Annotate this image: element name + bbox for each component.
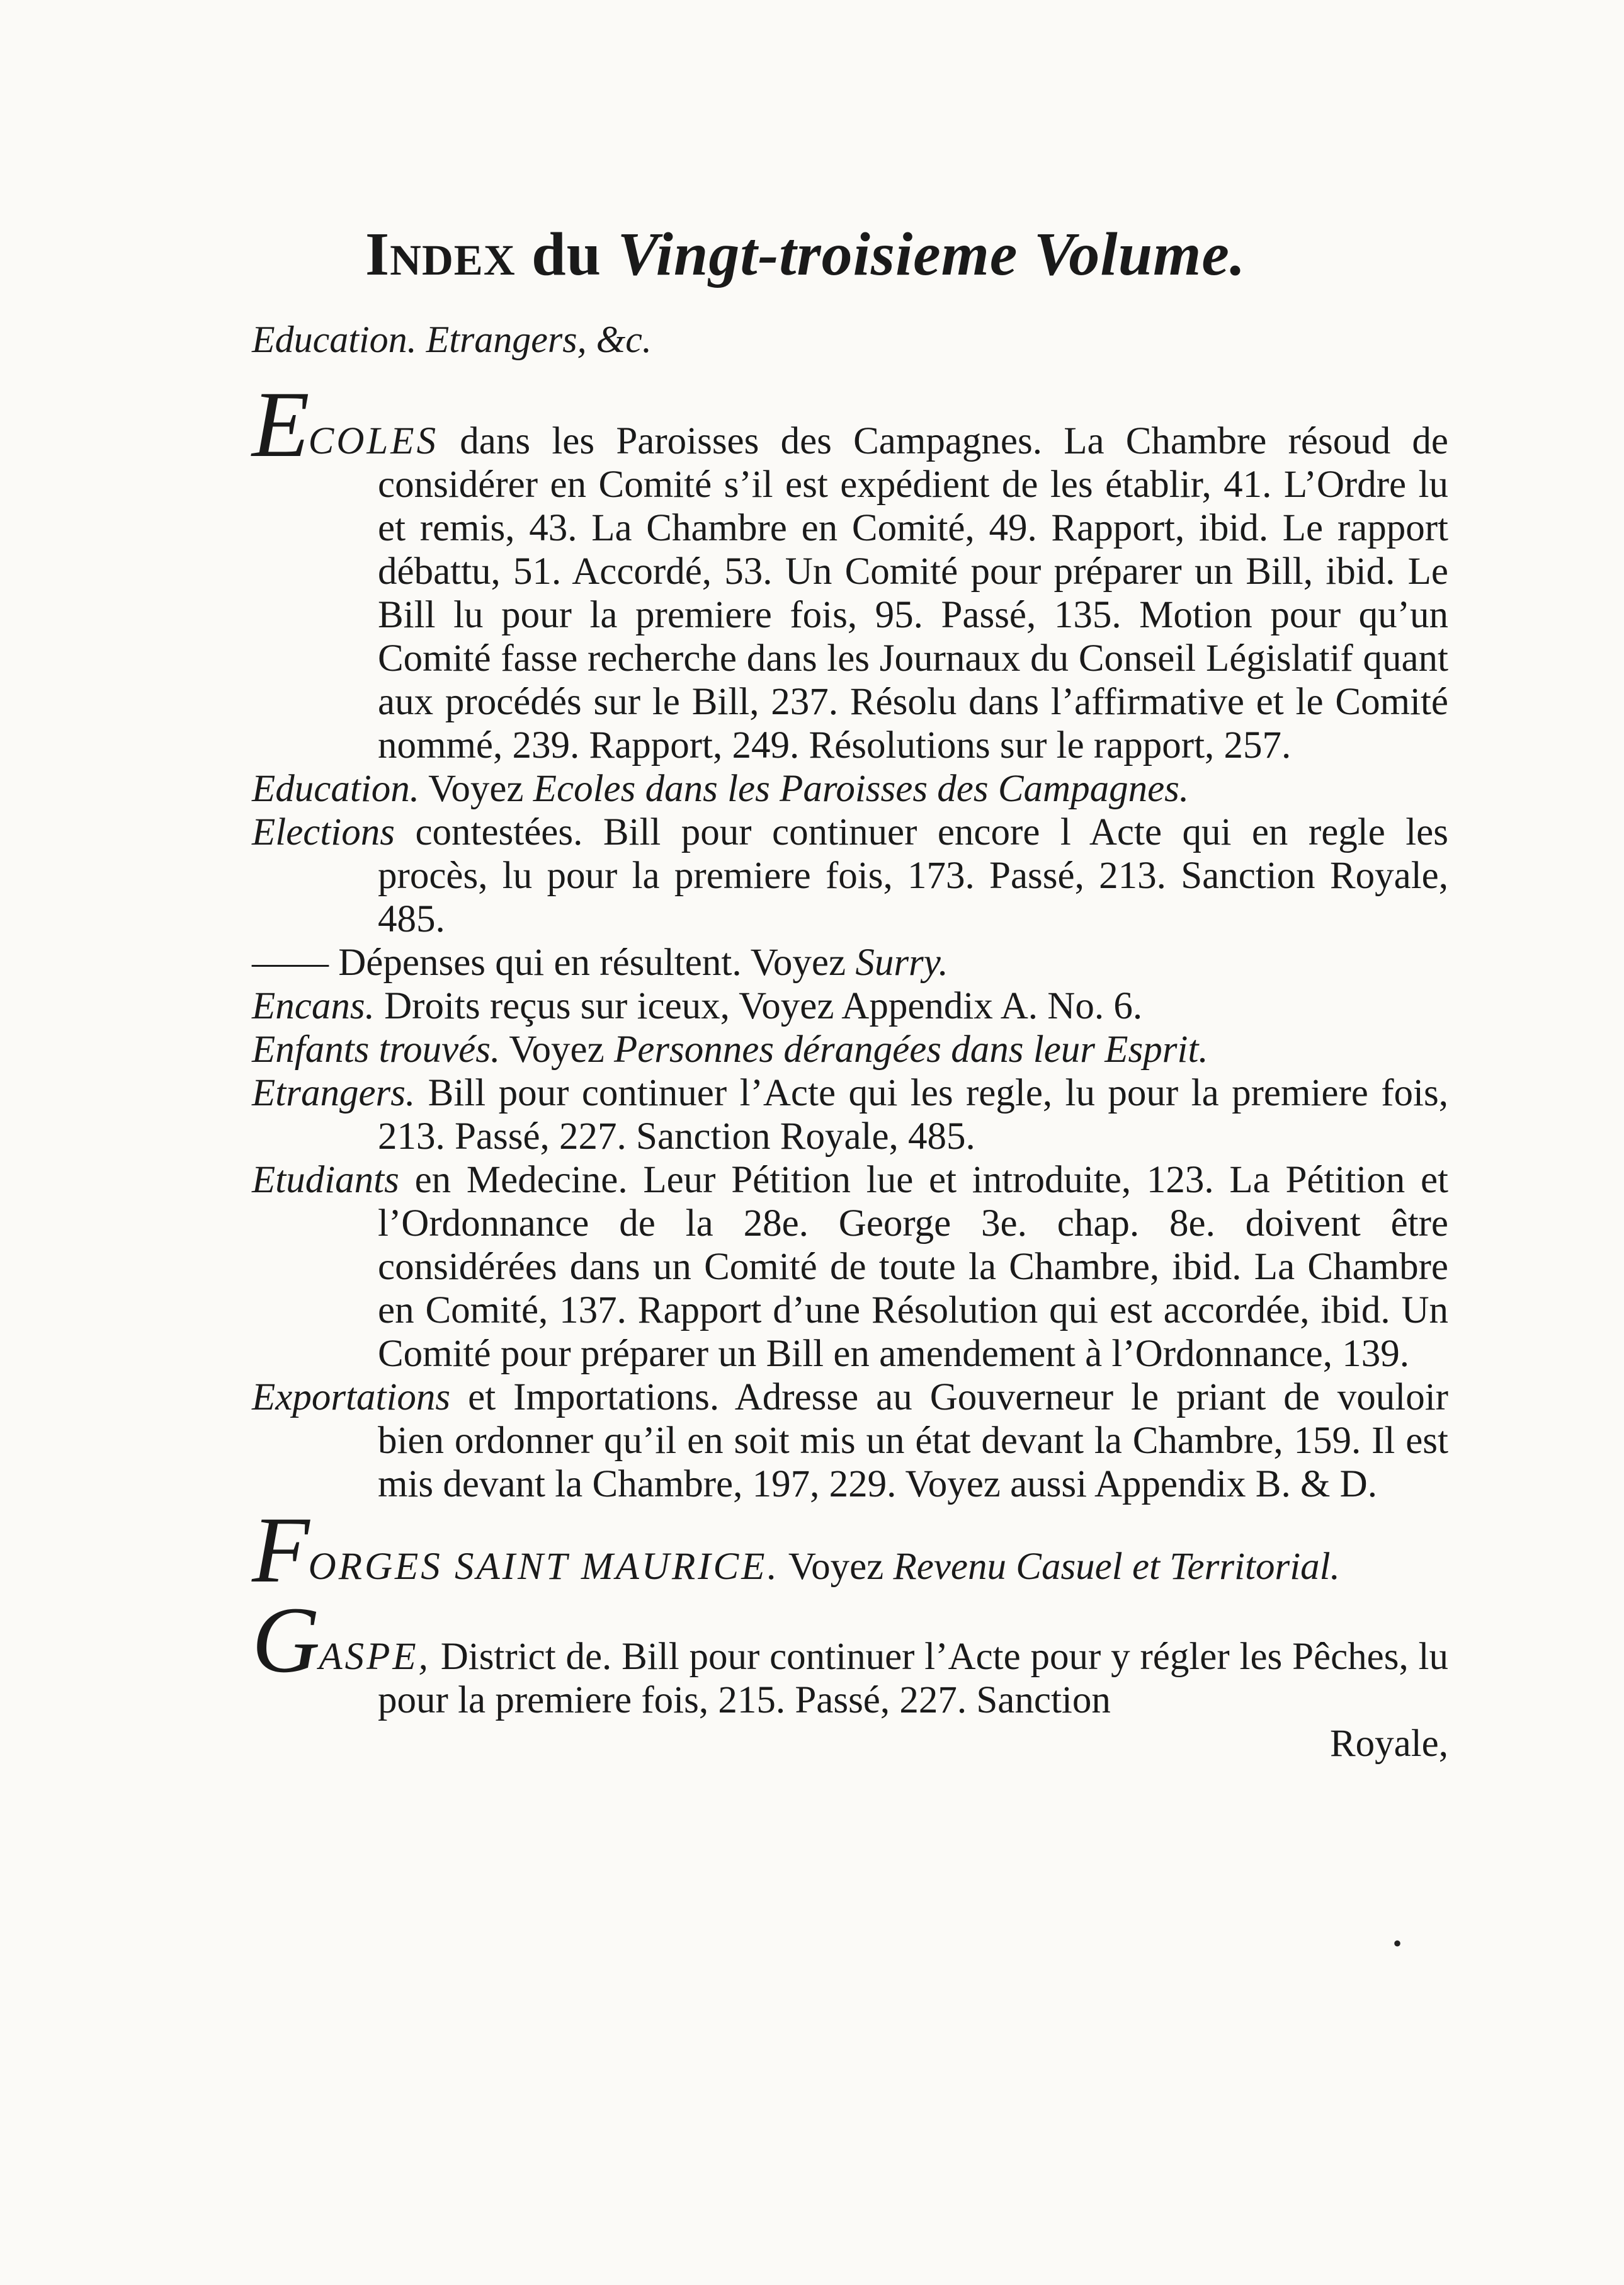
index-entry-etudiants	[252, 1158, 1448, 1376]
section-heading: Education. Etrangers, &c.	[252, 319, 652, 360]
entry-cross-reference: Surry.	[855, 942, 948, 984]
entry-heading: Etudiants	[252, 1159, 399, 1201]
entry-text: dans les Paroisses des Campagnes. La Chambre résoud de considérer en Comité s’il est expédient de les établir, 41. L’Ordre lu et remis, 43. La Chambre en Comité, 49. Rapport, ibid. Le rapport débattu, 51. Accordé, 53. Un Comité pour préparer un Bill, ibid. Le Bill lu pour la premiere fois, 95. Passé, 135. Motion pour qu’un Comité fasse recherche dans les Journaux du Conseil Législatif quant aux procédés sur le Bill, 237. Résolu dans l’affirmative et le Comité nommé, 239. Rapport, 249. Résolutions sur le rapport, 257.	[378, 420, 1448, 766]
index-entry-education	[252, 767, 1448, 811]
entry-heading: Exportations	[252, 1376, 451, 1418]
entry-heading: COLES	[308, 420, 439, 462]
index-entry-forges	[252, 1498, 1448, 1602]
title-volume-words: Vingt-troisieme Volume.	[617, 220, 1246, 288]
entry-text: Voyez	[779, 1546, 894, 1588]
index-entries	[252, 372, 1448, 1765]
entry-dash: ——	[252, 942, 329, 984]
entry-text: contestées. Bill pour continuer encore l Acte qui en regle les procès, lu pour la premiere fois, 173. Passé, 213. Sanction Royale, 485.	[378, 811, 1448, 940]
entry-text: Droits reçus sur iceux, Voyez Appendix A. No. 6.	[374, 985, 1143, 1027]
title-du-word: du	[515, 220, 618, 288]
drop-cap: E	[252, 372, 309, 477]
entry-heading: Elections	[252, 811, 395, 853]
entry-cross-reference: Revenu Casuel et Territorial.	[893, 1546, 1340, 1588]
index-entry-elections	[252, 811, 1448, 941]
entry-text: District de. Bill pour continuer l’Acte pour y régler les Pêches, lu pour la premiere fois, 215. Passé, 227. Sanction	[378, 1636, 1448, 1721]
entry-text: Dépenses qui en résultent. Voyez	[329, 942, 856, 984]
entry-text: Voyez	[419, 768, 533, 810]
index-entry-exportations	[252, 1376, 1448, 1506]
entry-cross-reference: Ecoles dans les Paroisses des Campagnes.	[533, 768, 1190, 810]
index-entry-enfants-trouves	[252, 1028, 1448, 1071]
entry-text: Bill pour continuer l’Acte qui les regle, lu pour la premiere fois, 213. Passé, 227. Sanction Royale, 485.	[378, 1072, 1448, 1158]
index-entry-etrangers	[252, 1071, 1448, 1158]
entry-heading: ASPE,	[319, 1636, 431, 1678]
entry-text: Voyez	[500, 1029, 614, 1071]
entry-text: en Medecine. Leur Pétition lue et introduite, 123. La Pétition et l’Ordonnance de la 28e. George 3e. chap. 8e. doivent être considérées dans un Comité de toute la Chambre, ibid. La Chambre en Comité, 137. Rapport d’une Résolution qui est accordée, ibid. Un Comité pour préparer un Bill en amendement à l’Ordonnance, 139.	[378, 1159, 1448, 1375]
index-entry-depenses	[252, 941, 1448, 984]
entry-heading: Encans.	[252, 985, 375, 1027]
index-entry-ecoles	[252, 372, 1448, 767]
ink-mark: •	[1393, 1929, 1402, 1957]
entry-heading: Enfants trouvés.	[252, 1029, 501, 1071]
entry-heading: Education.	[252, 768, 419, 810]
title-index-word: Index	[365, 220, 516, 288]
entry-heading: ORGES SAINT MAURICE.	[308, 1546, 780, 1588]
index-entry-gaspe	[252, 1588, 1448, 1722]
page-title	[365, 221, 1373, 289]
drop-cap: F	[252, 1498, 309, 1602]
index-entry-encans	[252, 984, 1448, 1028]
catchword: Royale,	[1329, 1723, 1448, 1765]
entry-heading: Etrangers.	[252, 1072, 416, 1114]
entry-text: et Importations. Adresse au Gouverneur le priant de vouloir bien ordonner qu’il en soit mis un état devant la Chambre, 159. Il est mis devant la Chambre, 197, 229. Voyez aussi Appendix B. & D.	[378, 1376, 1448, 1505]
drop-cap: G	[252, 1588, 319, 1692]
entry-cross-reference: Personnes dérangées dans leur Esprit.	[613, 1029, 1208, 1071]
